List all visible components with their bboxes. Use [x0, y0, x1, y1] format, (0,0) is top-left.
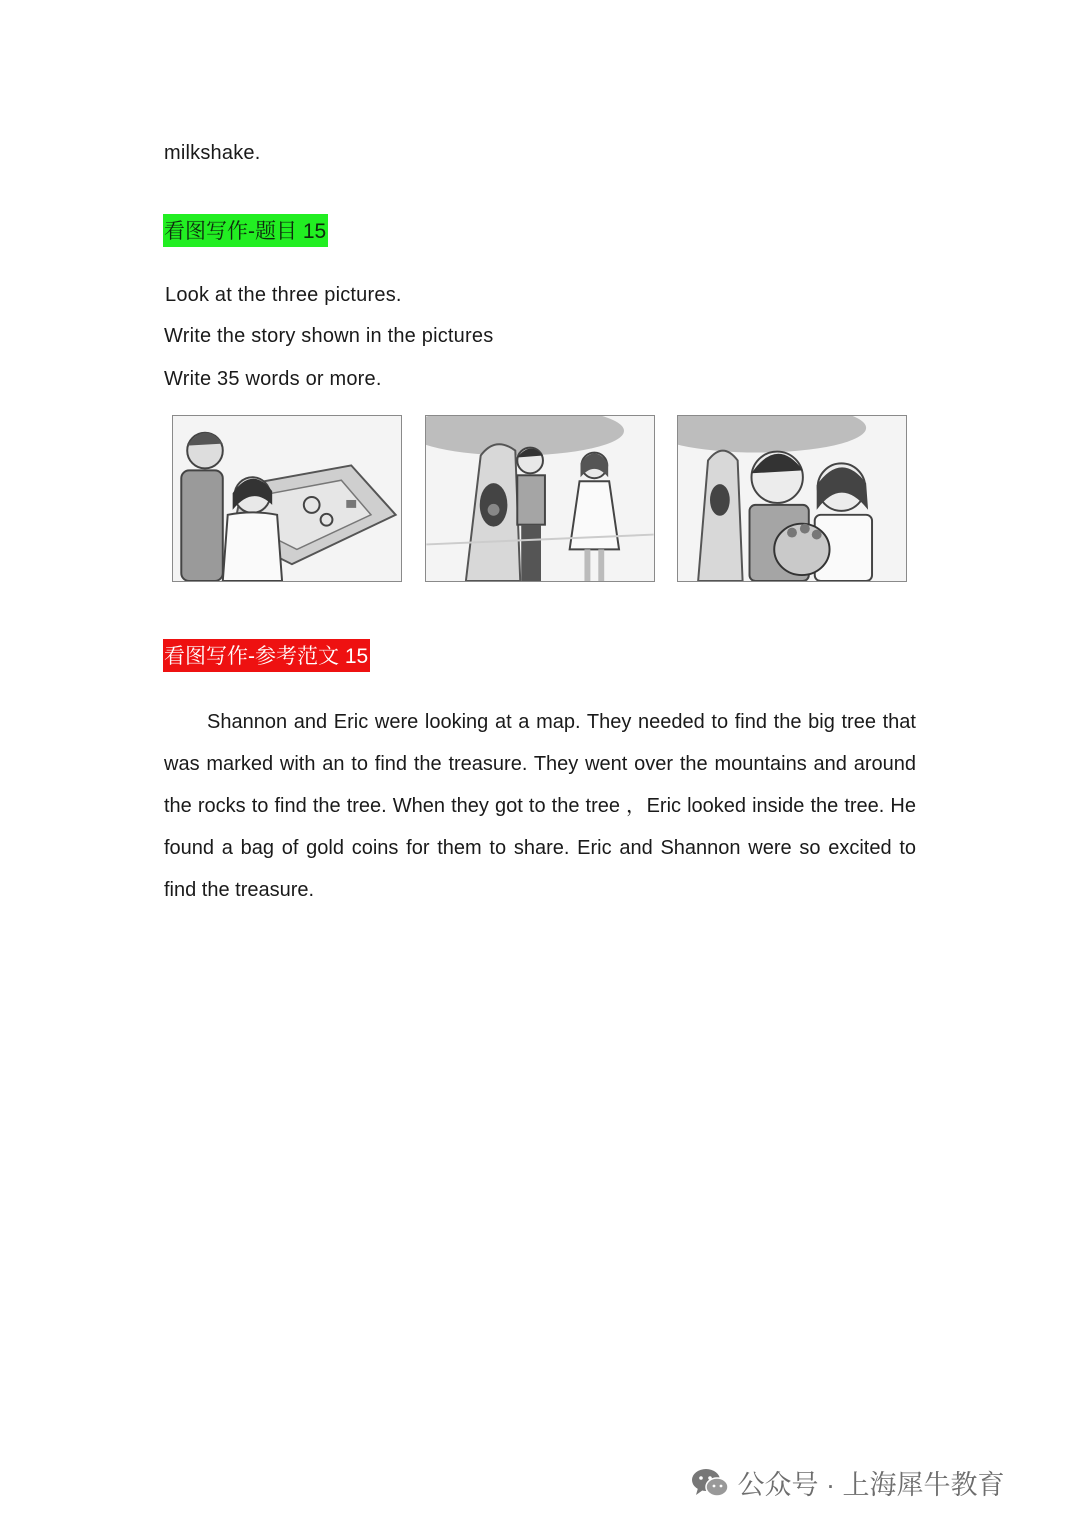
picture-3	[677, 415, 907, 582]
watermark	[690, 1463, 1005, 1506]
answer-heading-label: 看图写作-参考范文 15	[163, 639, 370, 672]
answer-heading	[163, 640, 370, 673]
treasure-found-scene-icon	[678, 416, 906, 581]
picture-2	[425, 415, 655, 582]
previous-page-fragment: milkshake.	[164, 142, 261, 164]
watermark-text: 公众号 · 上海犀牛教育	[737, 1470, 1005, 1500]
instruction-line: Write 35 words or more.	[164, 368, 382, 390]
instruction-line: Look at the three pictures.	[165, 284, 402, 306]
prompt-heading-label: 看图写作-题目 15	[163, 214, 328, 247]
tree-hollow-scene-icon	[426, 416, 654, 581]
prompt-heading	[163, 215, 328, 248]
essay-paragraph: Shannon and Eric were looking at a map. They needed to find the big tree that was marked with an to find the treasure. They went over the mountains and around the rocks to find the tree. When they got to the tree ，Eric looked inside the tree. He found a bag of gold coins for them to share. Eric and Shannon were so excited to find the treasure.	[164, 711, 916, 901]
treasure-map-scene-icon	[173, 416, 401, 581]
picture-1	[172, 415, 402, 582]
wechat-icon	[690, 1467, 730, 1506]
instruction-line: Write the story shown in the pictures	[164, 325, 494, 347]
model-essay	[164, 701, 916, 911]
